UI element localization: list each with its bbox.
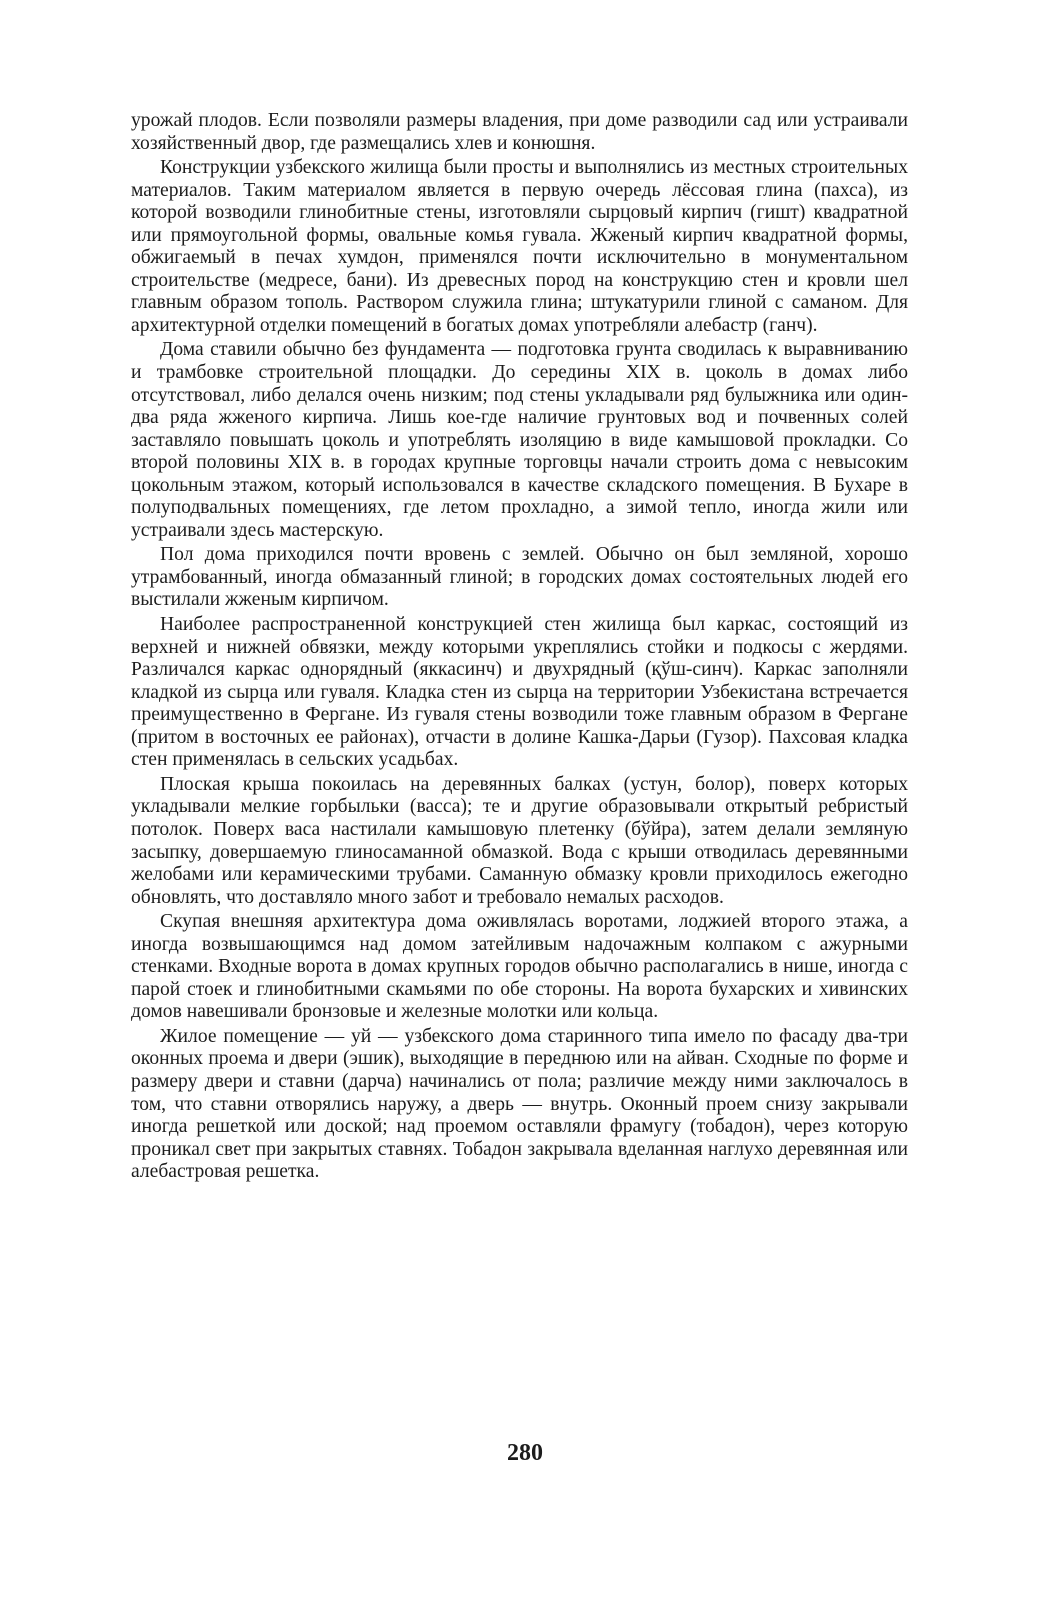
body-text (131, 110, 908, 1184)
paragraph-4: Пол дома приходился почти вровень с землей. Обычно он был земляной, хорошо утрамбованный, иногда обмазанный глиной; в городских домах состоятельных людей его выстилали жженым кирпичом. (131, 544, 908, 611)
paragraph-1: урожай плодов. Если позволяли размеры владения, при доме разводили сад или устраивали хозяйственный двор, где размещались хлев и конюшня. (131, 110, 908, 154)
paragraph-2: Конструкции узбекского жилища были просты и выполнялись из местных строительных материалов. Таким материалом является в первую очередь лёссовая глина (пахса), из которой возводили глинобитные стены, изготовляли сырцовый кирпич (гишт) квадратной или прямоугольной формы, овальные комья гувала. Жженый кирпич квадратной формы, обжигаемый в печах хумдон, применялся почти исключительно в монументальном строительстве (медресе, бани). Из древесных пород на конструкцию стен и кровли шел главным образом тополь. Раствором служила глина; штукатурили глиной с саманом. Для архитектурной отделки помещений в богатых домах употребляли алебастр (ганч). (131, 157, 908, 336)
paragraph-7: Скупая внешняя архитектура дома оживлялась воротами, лоджией второго этажа, а иногда возвышающимся над домом затейливым надочажным колпаком с ажурными стенками. Входные ворота в домах крупных городов обычно располагались в нише, иногда с парой стоек и глинобитными скамьями по обе стороны. На ворота бухарских и хивинских домов навешивали бронзовые и железные молотки или кольца. (131, 911, 908, 1023)
paragraph-3: Дома ставили обычно без фундамента — подготовка грунта сводилась к выравниванию и трамбовке строительной площадки. До середины XIX в. цоколь в домах либо отсутствовал, либо делался очень низким; под стены укладывали ряд булыжника или один-два ряда жженого кирпича. Лишь кое-где наличие грунтовых вод и почвенных солей заставляло повышать цоколь и употреблять изоляцию в виде камышовой прокладки. Со второй половины XIX в. в городах крупные торговцы начали строить дома с невысоким цокольным этажом, который использовался в качестве складского помещения. В Бухаре в полуподвальных помещениях, где летом прохладно, а зимой тепло, иногда жили или устраивали здесь мастерскую. (131, 339, 908, 541)
paragraph-8: Жилое помещение — уй — узбекского дома старинного типа имело по фасаду два-три оконных проема и двери (эшик), выходящие в переднюю или на айван. Сходные по форме и размеру двери и ставни (дарча) начинались от пола; различие между ними заключалось в том, что ставни отворялись наружу, а дверь — внутрь. Оконный проем снизу закрывали иногда решеткой или доской; над проемом оставляли фрамугу (тобадон), через которую проникал свет при закрытых ставнях. Тобадон закрывала вделанная наглухо деревянная или алебастровая решетка. (131, 1025, 908, 1183)
page-number: 280 (507, 1440, 543, 1466)
paragraph-6: Плоская крыша покоилась на деревянных балках (устун, болор), поверх которых укладывали мелкие горбыльки (васса); те и другие образовывали открытый ребристый потолок. Поверх васа настилали камышовую плетенку (бўйра), затем делали земляную засыпку, довершаемую глиносаманной обмазкой. Вода с крыши отводилась деревянными желобами или керамическими трубами. Саманную обмазку кровли приходилось ежегодно обновлять, что доставляло много забот и требовало немалых расходов. (131, 773, 908, 908)
paragraph-5: Наиболее распространенной конструкцией стен жилища был каркас, состоящий из верхней и нижней обвязки, между которыми укреплялись стойки и подкосы с жердями. Различался каркас однорядный (яккасинч) и двухрядный (қўш-синч). Каркас заполняли кладкой из сырца или гуваля. Кладка стен из сырца на территории Узбекистана встречается преимущественно в Фергане. Из гуваля стены возводили тоже главным образом в Фергане (притом в восточных ее районах), отчасти в долине Кашка-Дарьи (Гузор). Пахсовая кладка стен применялась в сельских усадьбах. (131, 614, 908, 771)
